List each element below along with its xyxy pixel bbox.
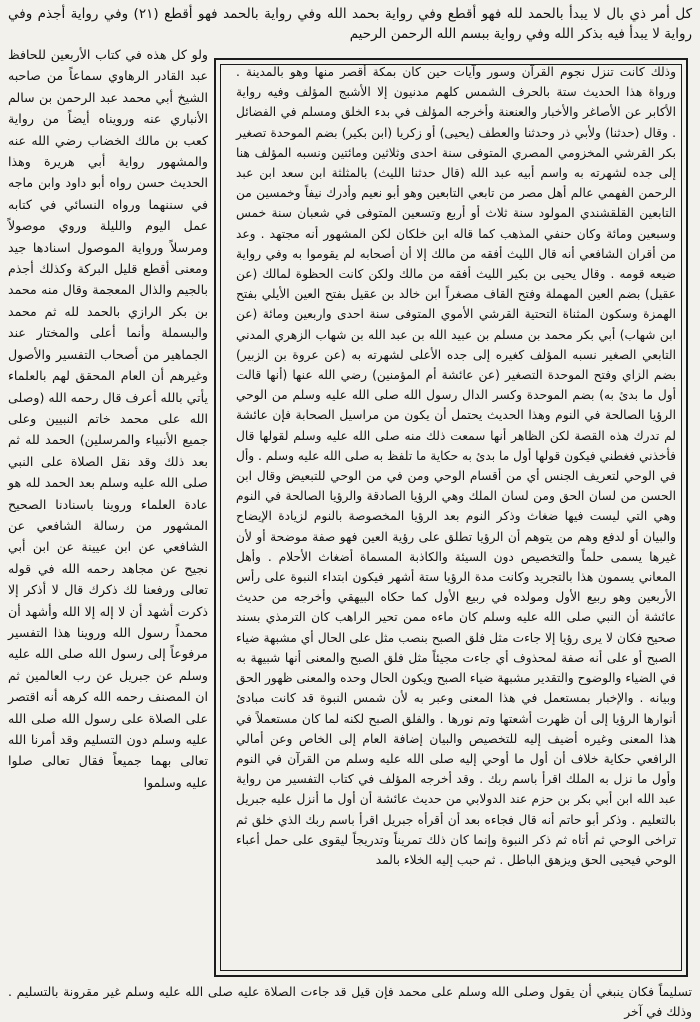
main-commentary-text: وذلك كانت تنزل نجوم القرآن وسور وآيات حين كان بمكة أقصر منها وهو بالمدينة . ورواة هذا الحديث ستة بالحرف الشمس كلهم مدنيون إلا الأشبج المؤلف وفيه رواية الأكابر عن الأصاغر والأخبار والعنعنة وأخرجه المؤلف في بدء الخلق ومسلم في الفضائل . وقال (حدثنا) ولأبي ذر وحدثنا والعطف (يحيى) أو زكريا (ابن بكير) بضم الموحدة تصغير بكر القرشي المخزومي المصري المتوفى سنة احدى وثلاثين ومائتين ونسبه المؤلف هنا إلى جده لشهرته به واسم أبيه عبد الله (قال حدثنا الليث) بالمثلثة ابن سعد ابن عبد الرحمن الفهمي عالم أهل مصر من تابعي التابعين وهو أبو نعيم وأدرك نيفاً وخمسين من التابعين القلقشندي المولود سنة ثلاث أو أربع وتسعين المتوفى في شعبان سنة خمس وسبعين ومائة وكان حنفي المذهب كما قاله ابن خلكان لكن المشهور أنه مجتهد . وعد من أقران الشافعي أنه قال الليث أفقه من مالك إلا أن أصحابه لم يقوموا به وفي رواية ضيعه قومه . وقال يحيى بن بكير الليث أفقه من مالك ولكن كانت الحظوة لمالك (عن عقيل) بضم العين المهملة وفتح القاف مصغراً ابن خالد بن عقيل بفتح العين الأيلي بفتح الهمزة وسكون المثناة التحتية القرشي الأموي المتوفى سنة احدى واربعين ومائة (عن ابن شهاب) أبي بكر محمد بن مسلم بن عبيد الله بن عبد الله بن شهاب الزهري المدني التابعي الصغير نسبه المؤلف كغيره إلى جده الأعلى لشهرته به (عن عروة بن الزبير) بضم الزاي وفتح الموحدة التصغير (عن عائشة أم المؤمنين) رضي الله عنها (أنها قالت أول ما بدئ به) بضم الموحدة وكسر الدال رسول الله صلى الله عليه وسلم من الوحي الرؤيا الصالحة في النوم وهذا الحديث يحتمل أن يكون من مراسيل الصحابة فإن عائشة لم تدرك هذه القصة لكن الظاهر أنها سمعت ذلك منه صلى الله عليه وسلم لقولها قال فأخذني فغطني فيكون قولها أول ما بدئ به حكاية ما تلفظ به صلى الله عليه وسلم . وأل في الوحي لتعريف الجنس أي من أقسام الوحي ومن في من الوحي للتبعيض وقال ابن الحسن من لسان الحق ومن لسان الملك وهي الرؤيا الصادقة والرؤيا الصالحة في النوم وهي التي ليست فيها ضغاث وذكر النوم بعد الرؤيا المخصوصة بالنوم لزيادة الإيضاح والبيان أو لدفع وهم من يتوهم أن الرؤيا تطلق على رؤية العين فهو صفة موضحة أو لأن غيرها يسمى حلماً والتخصيص دون السيئة والكاذبة المسماة أضغاث الأحلام . وأهل المعاني يسمون هذا بالتجريد وكانت مدة الرؤيا ستة أشهر فيكون ابتداء النبوة على رأس الأربعين وهو ربيع الأول ومولده في ربيع الأول كما حكاه البيهقي وأخرجه من حديث عائشة أن النبي صلى الله عليه وسلم كان ماءه ممن تحير الراهب كان الترمذي بسند صحيح فكان لا يرى رؤيا إلا جاءت مثل فلق الصبح بنصب مثل على الحال أي مشبهة ضياء الصبح أو على أنه صفة لمحذوف أي جاءت مجيئاً مثل فلق الصبح والمعنى أنها شبيهة به في الضياء والوضوح والتقدير مشبهة ضياء الصبح ويكون الحال وحده والمعنى ظهور الحق وبيانه . والإخبار بمستعمل في هذا المعنى وعبر به لأن شمس النبوة قد كانت مبادئ أنوارها الرؤيا إلى أن ظهرت أشعتها وتم نورها . والفلق الصبح لكنه لما كان مستعملاً في هذا المعنى وغيره أضيف إليه للتخصيص والبيان إضافة العام إلى الخاص وعن أمالي الرافعي حكاية خلاف أن أول ما أوحي إليه صلى الله عليه وسلم من القرآن في النوم وأول ما نزل به الملك اقرأ باسم ربك . وقد أخرجه المؤلف في كتاب التفسير من رواية عبد الله ابن أبي بكر بن حزم عند الدولابي من حديث عائشة أن أول ما أنزل عليه جبريل بالتعليم . وذكر أبو حاتم أنه قال فجاءه بعد أن أقرأه جبريل اقرأ باسم ربك الذي خلق ثم تراخى الوحي ثم أتاه ثم ذكر النبوة وإنما كان ذلك تمريناً وتدريجاً ليقوى على حمل أعباء الوحي فيحيى الحق ويزهق الباطل . ثم حبب إليه الخلاء بالمد	[236, 65, 676, 867]
header-text-line: كل أمر ذي بال لا يبدأ بالحمد لله فهو أقطع وفي رواية بحمد الله وفي رواية بالحمد فهو أقطع (٢١) وفي رواية أجذم وفي رواية لا يبدأ فيه بذكر الله وفي رواية ببسم الله الرحمن الرحيم	[8, 6, 692, 42]
margin-commentary-text: ولو كل هذه في كتاب الأربعين للحافظ عبد القادر الرهاوي سماعاً من صاحبه الشيخ أبي محمد عبد الرحمن بن سالم الأنباري عنه ورويناه أيضاً من رواية كعب بن مالك الخضاب رضي الله عنه والمشهور رواية أبي هريرة وهذا الحديث حسن رواه أبو داود وابن ماجه في سننهما ورواه النسائي في كتابه عمل اليوم والليلة وروي موصولاً ومرسلاً ورواية الموصول اسنادها جيد ومعنى أقطع قليل البركة وكذلك أجذم بالجيم والذال المعجمة وقال منه محمد بن بكر الرازي بالحمد لله ثم محمد والبسملة وأنما أعلى والمختار عند الجماهير من أصحاب التفسير والأصول وغيرهم أن العام المحقق لهم بالعلماء يأتي بالله أعرف قال رحمه الله (وصلى الله على محمد خاتم النبيين وعلى جميع الأنبياء والمرسلين) الحمد لله ثم بعد ذلك وقد نقل الصلاة على النبي صلى الله عليه وسلم بعد الحمد لله هو عادة العلماء وروينا باسنادنا الصحيح المشهور من رسالة الشافعي عن الشافعي عن ابن عيينة عن ابن أبي نجيح عن مجاهد رحمه الله في قوله تعالى ورفعنا لك ذكرك قال لا أذكر إلا ذكرت أشهد أن لا إله إلا الله وأشهد أن محمداً رسول الله وروينا هذا التفسير مرفوعاً إلى رسول الله صلى الله عليه وسلم عن جبريل عن رب العالمين ثم ان المصنف رحمه الله كرهه أنه اقتصر على الصلاة على رسول الله صلى الله عليه وسلم دون التسليم وقد أمرنا الله تعالى بهما جميعاً فقال تعالى صلوا عليه وسلموا	[8, 47, 208, 790]
footer-text-line: تسليماً فكان ينبغي أن يقول وصلى الله وسلم على محمد فإن قيل قد جاءت الصلاة عليه صلى الله عليه وسلم غير مقرونة بالتسليم . وذلك في آخر	[8, 984, 692, 1019]
